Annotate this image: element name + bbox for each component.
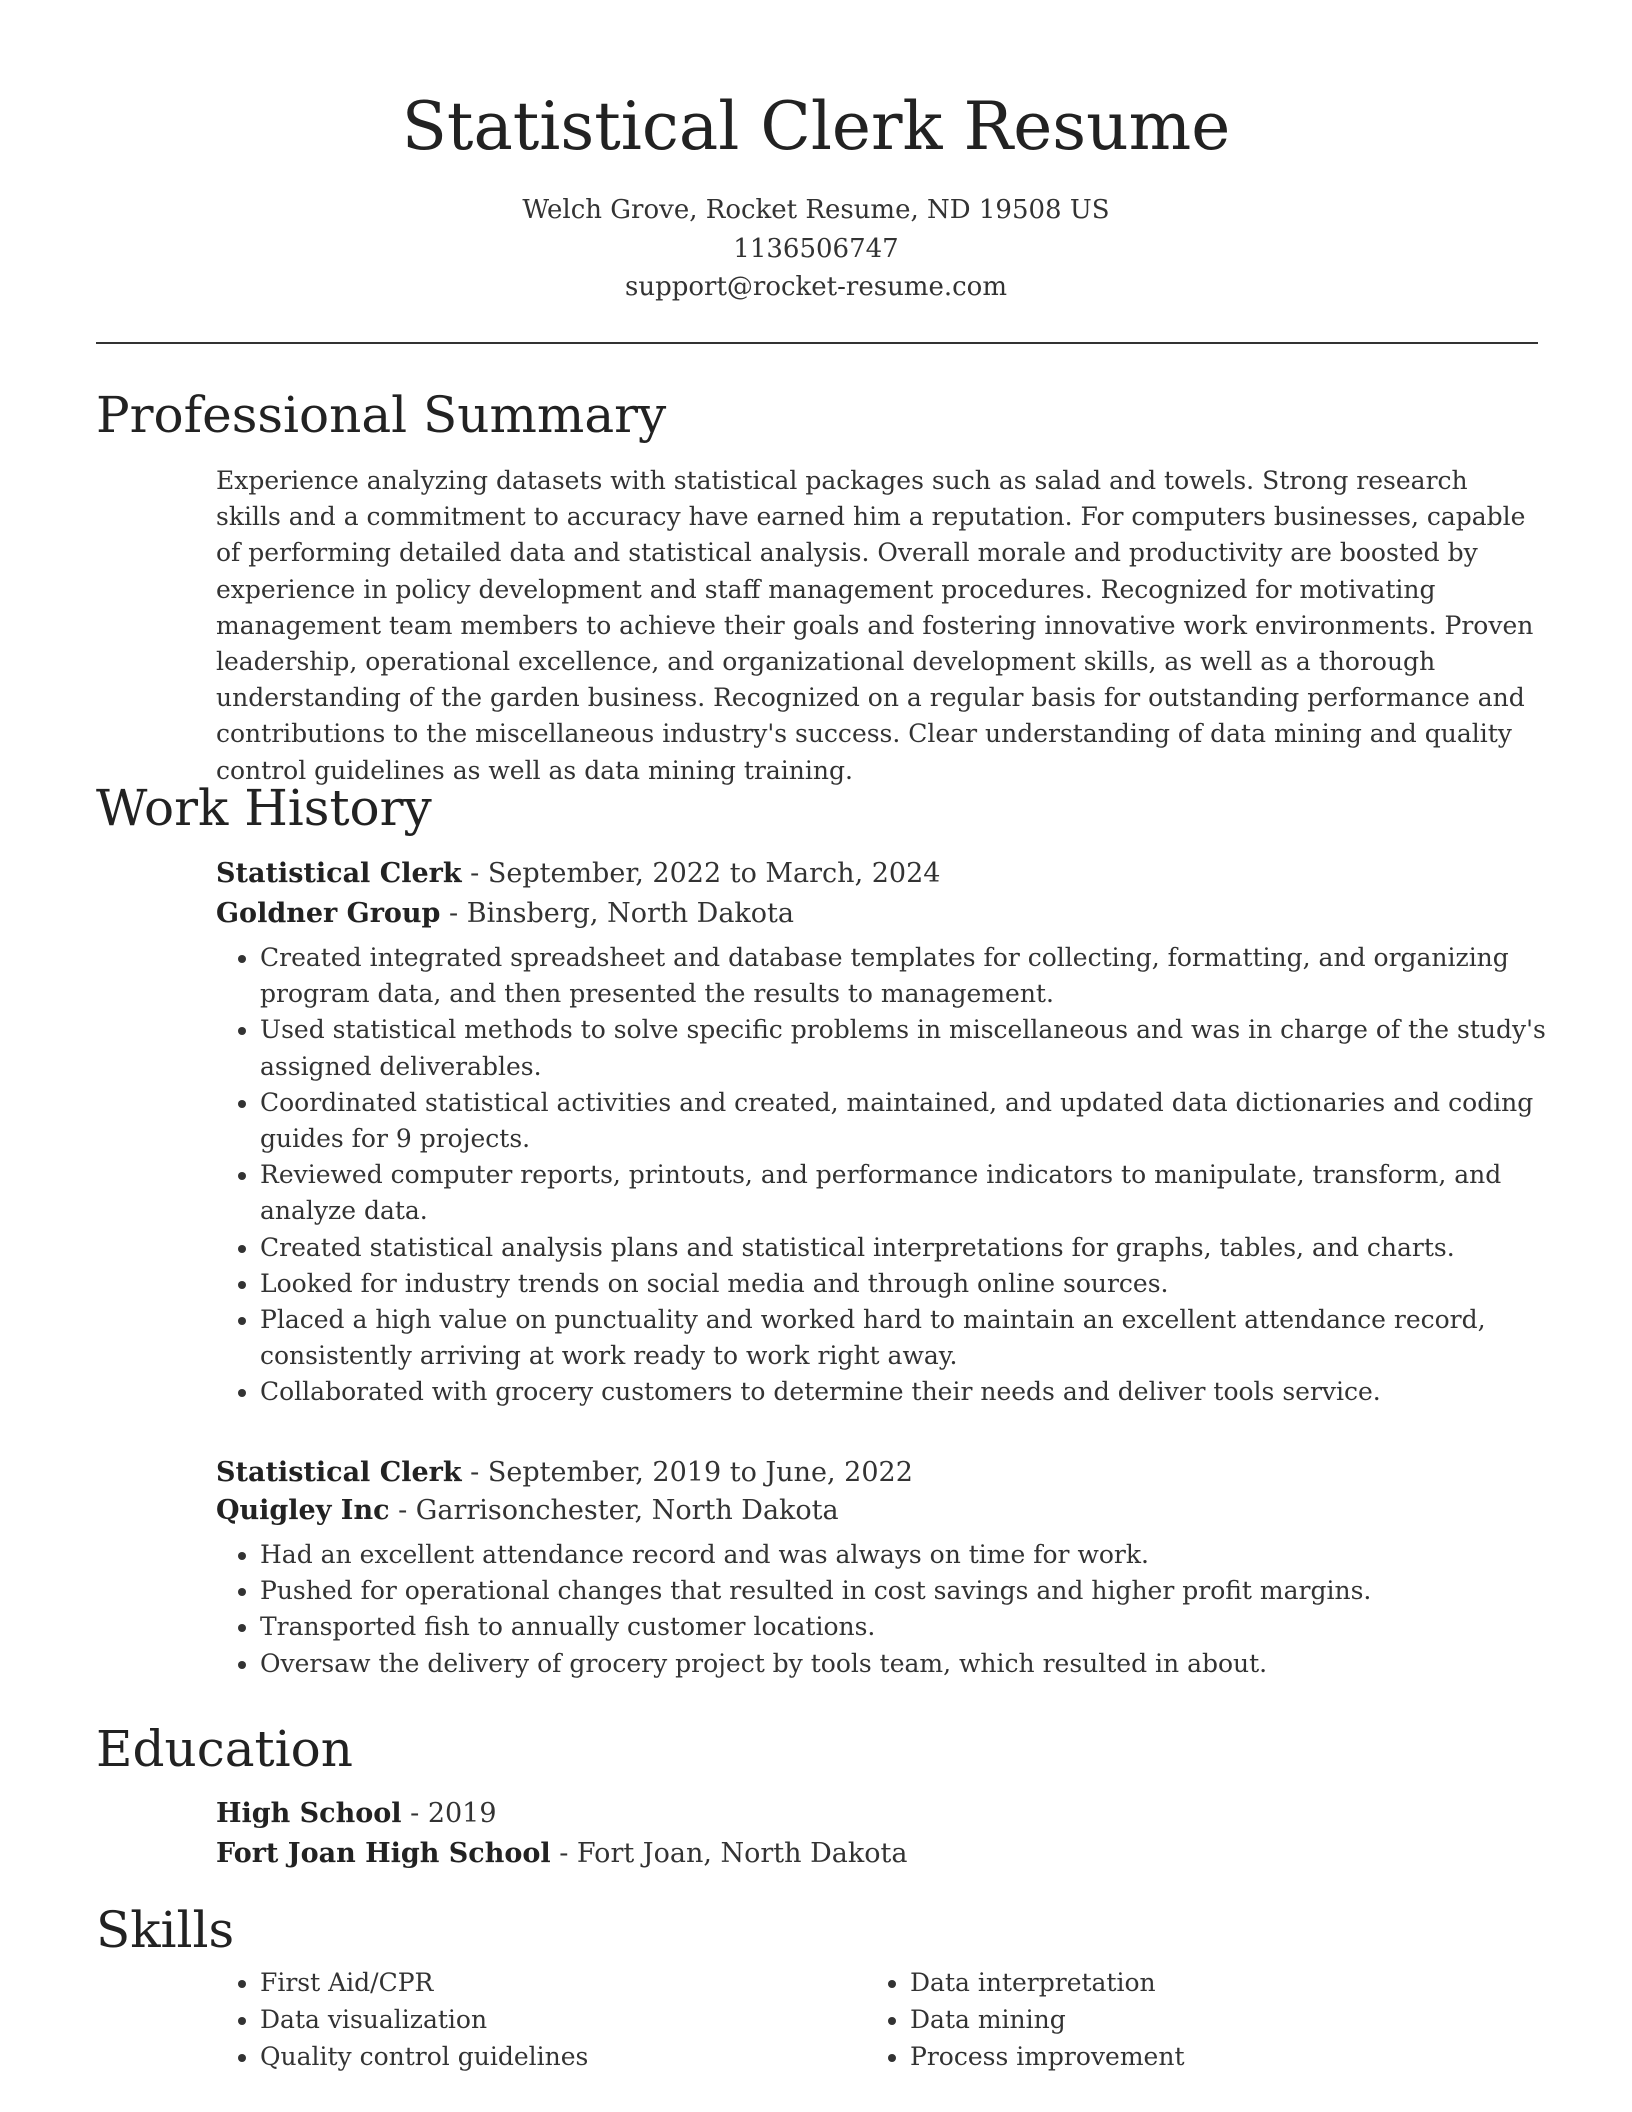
header-divider xyxy=(96,342,1538,344)
list-item: • Used statistical methods to solve specific problems in miscellaneous and was in charge of the study's assigned deliverables. xyxy=(260,1012,1586,1084)
list-item: • Placed a high value on punctuality and worked hard to maintain an excellent attendance record, consistently arriving at work ready to work right away. xyxy=(260,1302,1586,1374)
section-heading-education: Education xyxy=(96,1720,353,1778)
education-degree-line xyxy=(216,1794,497,1834)
summary-text: Experience analyzing datasets with statistical packages such as salad and towels. Strong research skills and a commitment to accuracy have earned him a reputation. For computers businesses, capable of performing detailed data and statistical analysis. Overall morale and productivity are boosted by experience in policy development and staff management procedures. Recognized for motivating management team members to achieve their goals and fostering innovative work environments. Proven leadership, operational excellence, and organizational development skills, as well as a thorough understanding of the garden business. Recognized on a regular basis for outstanding performance and contributions to the miscellaneous industry's success. Clear understanding of data mining and quality control guidelines as well as data mining training. xyxy=(216,466,1534,785)
list-item: • Oversaw the delivery of grocery project by tools team, which resulted in about. xyxy=(260,1646,1586,1682)
contact-phone: 1136506747 xyxy=(733,234,899,264)
list-item: • Pushed for operational changes that resulted in cost savings and higher profit margins. xyxy=(260,1573,1586,1609)
skill-item: • Data visualization xyxy=(260,2001,860,2038)
skill-item: • First Aid/CPR xyxy=(260,1964,860,2001)
job-company-line xyxy=(216,1491,839,1531)
job-title: Statistical Clerk xyxy=(216,1457,462,1488)
list-item: • Created statistical analysis plans and statistical interpretations for graphs, tables, and charts. xyxy=(260,1230,1586,1266)
education-degree: High School xyxy=(216,1798,402,1829)
list-item: • Created integrated spreadsheet and database templates for collecting, formatting, and organizing program data, and then presented the results to management. xyxy=(260,940,1586,1012)
job-duties-list xyxy=(216,940,1586,1411)
job-title: Statistical Clerk xyxy=(216,858,462,889)
skill-item: • Data interpretation xyxy=(910,1964,1510,2001)
section-heading-skills: Skills xyxy=(96,1901,235,1959)
job-duties-list xyxy=(216,1537,1586,1682)
skill-item: • Process improvement xyxy=(910,2038,1510,2075)
education-location: - Fort Joan, North Dakota xyxy=(550,1838,908,1869)
skills-list-left xyxy=(216,1964,860,2075)
job-company-line xyxy=(216,894,794,934)
education-school: Fort Joan High School xyxy=(216,1838,551,1869)
job-dates: - September, 2022 to March, 2024 xyxy=(461,858,941,889)
skills-list-right xyxy=(866,1964,1510,2075)
education-school-line xyxy=(216,1834,907,1874)
section-heading-work-history: Work History xyxy=(96,779,432,837)
job-title-line xyxy=(216,1453,913,1493)
list-item: • Coordinated statistical activities and created, maintained, and updated data dictionaries and coding guides for 9 projects. xyxy=(260,1085,1586,1157)
list-item: • Collaborated with grocery customers to determine their needs and deliver tools service. xyxy=(260,1374,1586,1410)
resume-title: Statistical Clerk Resume xyxy=(401,88,1231,165)
list-item: • Looked for industry trends on social media and through online sources. xyxy=(260,1266,1586,1302)
list-item: • Reviewed computer reports, printouts, and performance indicators to manipulate, transform, and analyze data. xyxy=(260,1157,1586,1229)
contact-address: Welch Grove, Rocket Resume, ND 19508 US xyxy=(522,195,1110,225)
list-item: • Had an excellent attendance record and was always on time for work. xyxy=(260,1537,1586,1573)
job-dates: - September, 2019 to June, 2022 xyxy=(461,1457,913,1488)
job-company: Quigley Inc xyxy=(216,1495,390,1526)
job-location: - Garrisonchester, North Dakota xyxy=(389,1495,839,1526)
education-year: - 2019 xyxy=(401,1798,497,1829)
contact-email: support@rocket-resume.com xyxy=(624,272,1007,302)
section-heading-summary: Professional Summary xyxy=(96,386,667,444)
job-title-line xyxy=(216,854,940,894)
job-company: Goldner Group xyxy=(216,898,441,929)
list-item: • Transported fish to annually customer locations. xyxy=(260,1609,1586,1645)
skill-item: • Data mining xyxy=(910,2001,1510,2038)
job-location: - Binsberg, North Dakota xyxy=(440,898,794,929)
skill-item: • Quality control guidelines xyxy=(260,2038,860,2075)
